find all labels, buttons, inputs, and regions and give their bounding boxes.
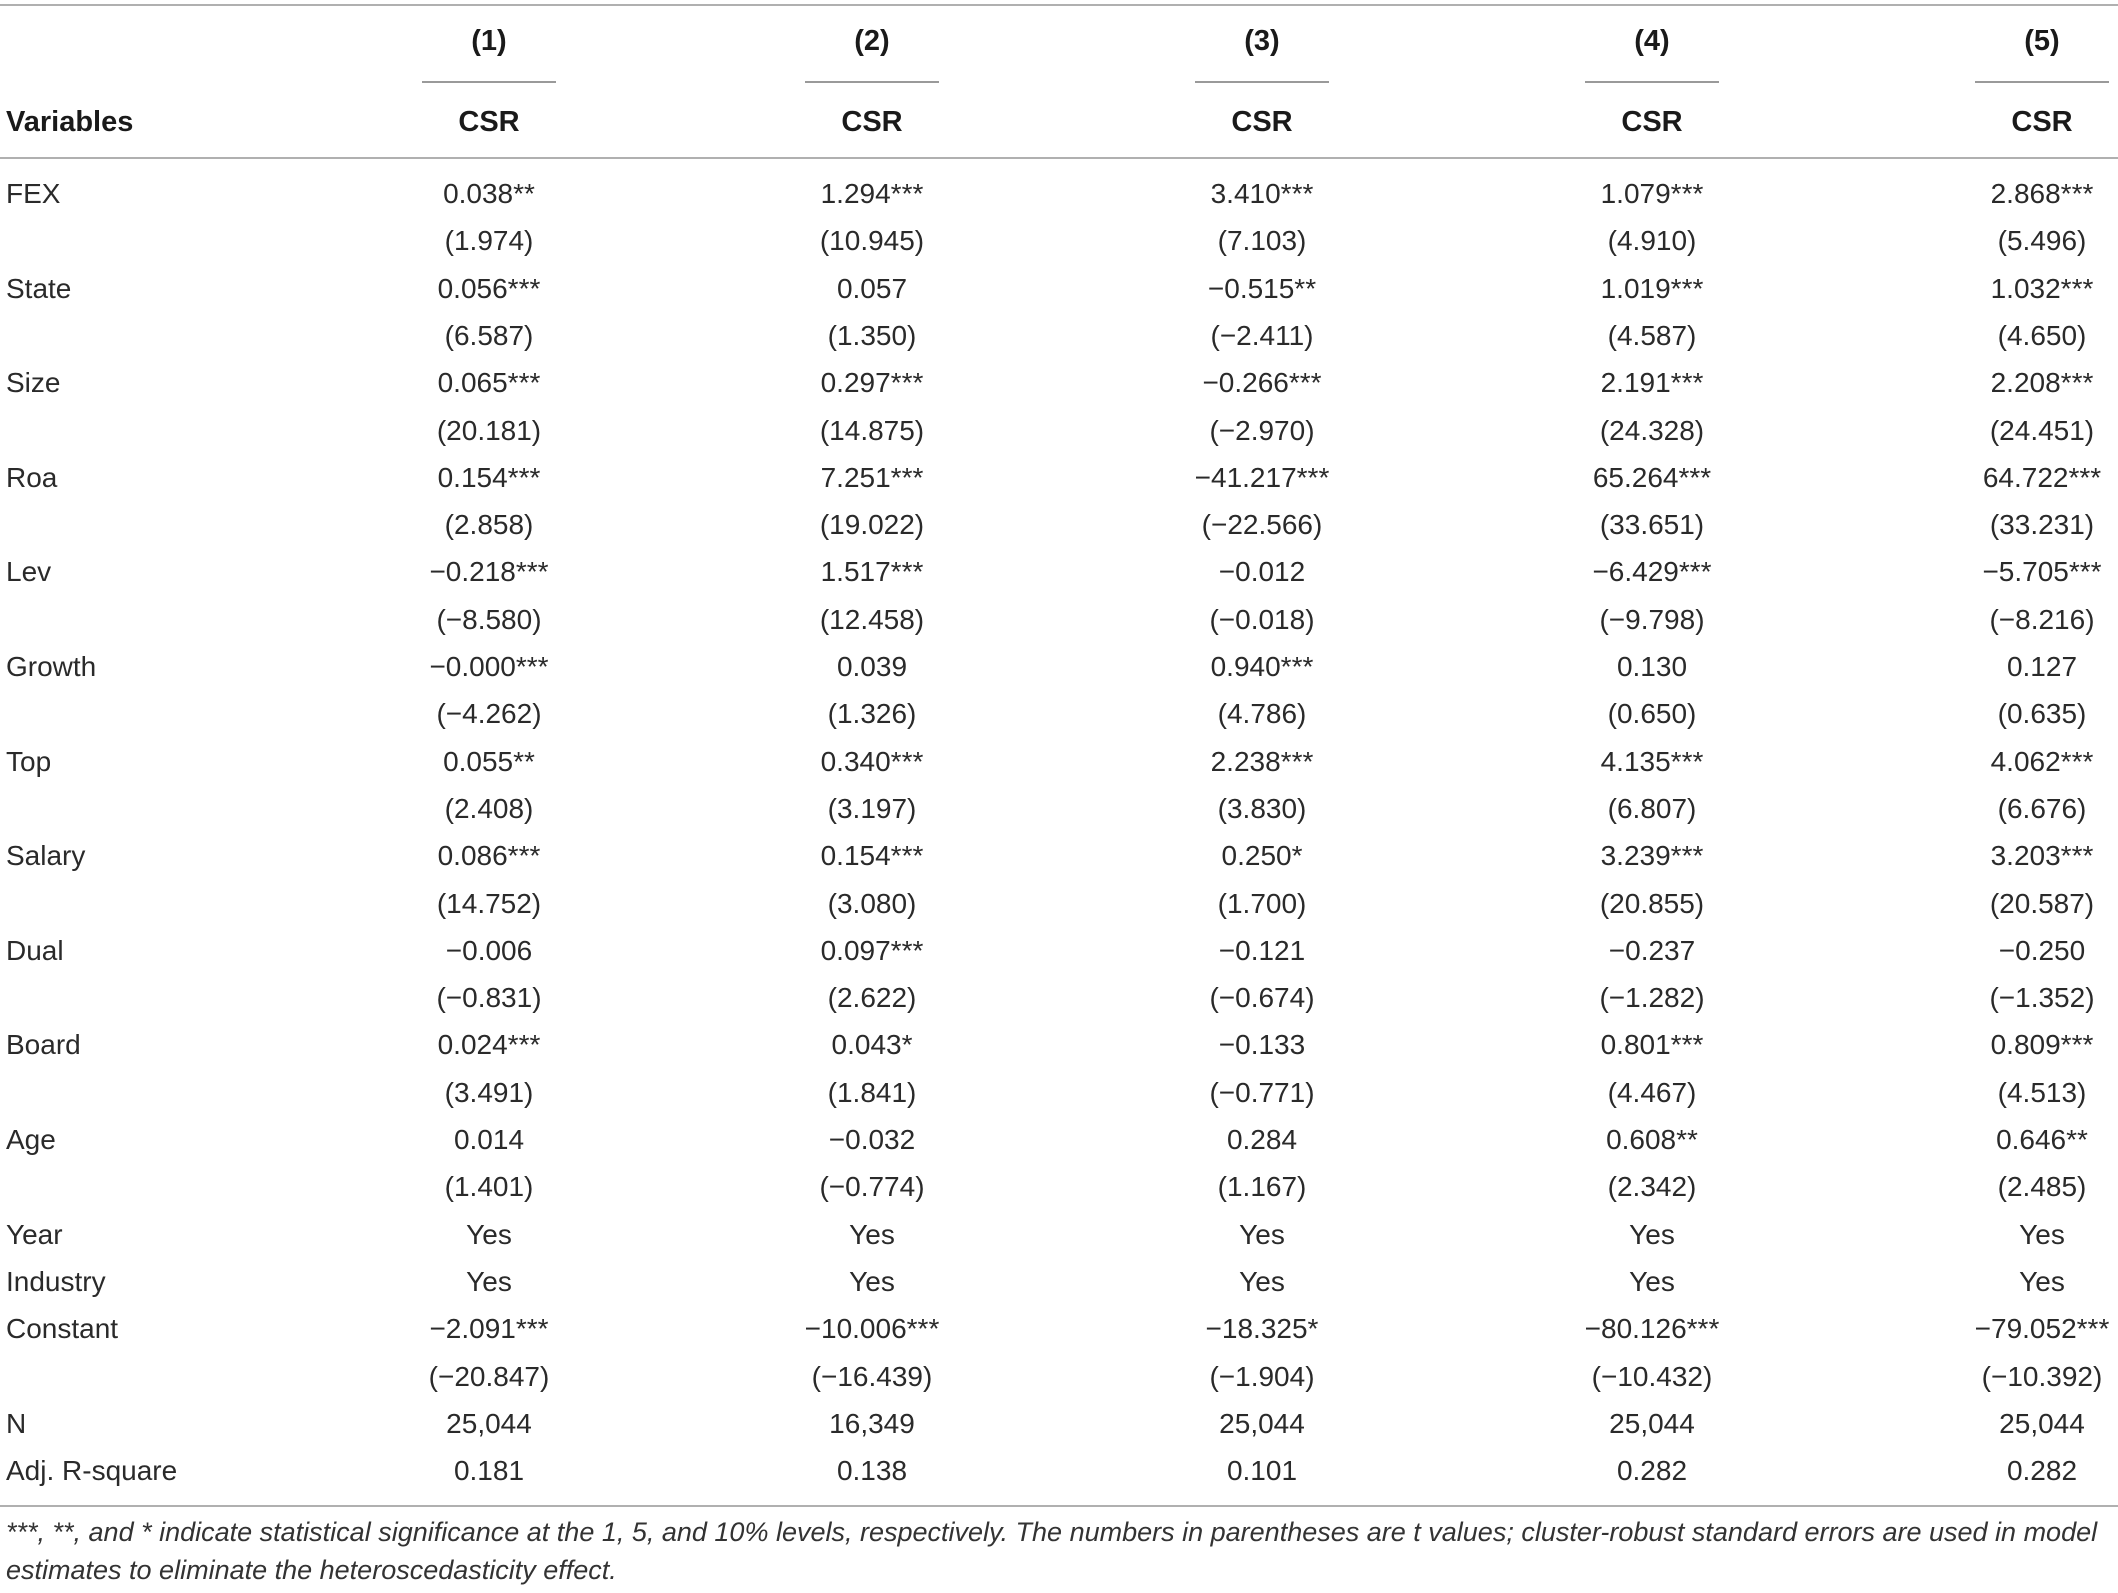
table-cell: (2.485): [1997, 1171, 2087, 1203]
table-cell: (−1.352): [1989, 982, 2095, 1014]
table-cell: −0.012: [1218, 556, 1306, 588]
table-cell: −0.000***: [429, 651, 549, 682]
table-cell: 4.135***: [1600, 745, 1704, 777]
table-cell: 0.340***: [820, 745, 924, 777]
table-cell: (−1.282): [1599, 982, 1705, 1014]
table-row: [0, 927, 2118, 974]
table-cell: (−10.432): [1591, 1360, 1713, 1392]
table-cell: (1.326): [827, 698, 917, 730]
table-cell: (24.451): [1989, 414, 2095, 446]
table-cell: (1.350): [827, 319, 917, 351]
table-cell: 1.517***: [820, 556, 924, 588]
table-cell: 0.043*: [831, 1029, 913, 1061]
table-row: [0, 548, 2118, 595]
table-row: [0, 265, 2118, 312]
table-cell: 65.264***: [1592, 461, 1712, 493]
table-cell: (12.458): [819, 603, 925, 635]
table-row: [0, 1163, 2118, 1210]
table-cell: (−9.798): [1599, 603, 1705, 635]
table-row: [0, 359, 2118, 406]
table-cell: (4.467): [1607, 1076, 1697, 1108]
table-row: [0, 690, 2118, 737]
column-number-1: (1): [471, 25, 507, 57]
table-cell: Yes: [466, 1265, 512, 1297]
column-number-underline: [1195, 81, 1329, 83]
table-cell: (6.807): [1607, 792, 1697, 824]
table-cell: 0.154***: [820, 840, 924, 872]
table-cell: (6.587): [444, 319, 534, 351]
row-label: Adj. R-square: [6, 1455, 178, 1487]
table-cell: 1.032***: [1990, 272, 2094, 304]
table-cell: Yes: [466, 1218, 512, 1250]
table-cell: 0.039: [836, 651, 908, 682]
table-cell: 2.868***: [1990, 178, 2094, 209]
row-label: Roa: [6, 461, 58, 493]
table-cell: 0.024***: [437, 1029, 541, 1061]
column-label-5: CSR: [2011, 106, 2073, 138]
table-cell: Yes: [2019, 1265, 2065, 1297]
row-label: Industry: [6, 1265, 106, 1297]
table-cell: −0.515**: [1207, 272, 1317, 304]
table-top-rule: [0, 4, 2118, 6]
table-cell: 0.086***: [437, 840, 541, 872]
row-label: Growth: [6, 651, 97, 682]
table-cell: 64.722***: [1982, 461, 2102, 493]
table-row: [0, 974, 2118, 1021]
table-row: [0, 1305, 2118, 1352]
table-row: [0, 1116, 2118, 1163]
table-cell: 0.154***: [437, 461, 541, 493]
table-cell: (−0.774): [819, 1171, 925, 1203]
table-cell: (0.650): [1607, 698, 1697, 730]
column-number-2: (2): [854, 25, 890, 57]
table-cell: (1.700): [1217, 887, 1307, 919]
table-row: [0, 1353, 2118, 1400]
row-label: N: [6, 1407, 27, 1439]
table-cell: Yes: [849, 1265, 895, 1297]
table-cell: (−0.018): [1209, 603, 1315, 635]
table-cell: 0.038**: [443, 178, 535, 209]
table-cell: 0.014: [453, 1124, 525, 1155]
table-cell: −0.237: [1608, 934, 1696, 966]
table-cell: (−8.580): [436, 603, 542, 635]
table-cell: (3.830): [1217, 792, 1307, 824]
table-row: [0, 1400, 2118, 1447]
table-row: [0, 643, 2118, 690]
column-number-underline: [422, 81, 556, 83]
table-cell: −18.325*: [1205, 1313, 1319, 1345]
table-cell: 0.940***: [1210, 651, 1314, 682]
table-cell: (−22.566): [1201, 509, 1323, 541]
table-cell: (−0.674): [1209, 982, 1315, 1014]
table-cell: 25,044: [1609, 1407, 1695, 1439]
table-row: [0, 738, 2118, 785]
column-number-5: (5): [2024, 25, 2060, 57]
table-cell: 0.057: [836, 272, 908, 304]
table-row: [0, 1021, 2118, 1068]
table-cell: (20.587): [1989, 887, 2095, 919]
table-cell: −0.250: [1998, 934, 2086, 966]
table-cell: (1.401): [444, 1171, 534, 1203]
table-cell: (20.181): [436, 414, 542, 446]
table-row: [0, 596, 2118, 643]
table-cell: 0.250*: [1221, 840, 1303, 872]
table-cell: 0.127: [2006, 651, 2078, 682]
table-cell: 0.801***: [1600, 1029, 1704, 1061]
table-cell: 0.282: [1616, 1455, 1688, 1487]
table-cell: (−1.904): [1209, 1360, 1315, 1392]
table-cell: Yes: [1239, 1218, 1285, 1250]
table-cell: (−0.831): [436, 982, 542, 1014]
table-cell: (3.080): [827, 887, 917, 919]
table-cell: Yes: [1239, 1265, 1285, 1297]
table-cell: 0.056***: [437, 272, 541, 304]
table-cell: 0.809***: [1990, 1029, 2094, 1061]
table-cell: 0.608**: [1606, 1124, 1698, 1155]
column-label-1: CSR: [458, 106, 520, 138]
variables-header: Variables: [6, 106, 134, 138]
table-cell: (10.945): [819, 225, 925, 257]
table-cell: Yes: [849, 1218, 895, 1250]
table-cell: (3.491): [444, 1076, 534, 1108]
table-row: [0, 1069, 2118, 1116]
table-cell: (33.651): [1599, 509, 1705, 541]
table-cell: (4.513): [1997, 1076, 2087, 1108]
table-cell: (4.910): [1607, 225, 1697, 257]
column-label-3: CSR: [1231, 106, 1293, 138]
table-cell: 16,349: [829, 1407, 915, 1439]
table-row: [0, 407, 2118, 454]
table-cell: −10.006***: [804, 1313, 940, 1345]
table-cell: (14.875): [819, 414, 925, 446]
table-cell: (2.408): [444, 792, 534, 824]
table-cell: (4.650): [1997, 319, 2087, 351]
table-cell: −0.133: [1218, 1029, 1306, 1061]
table-cell: 25,044: [446, 1407, 532, 1439]
table-cell: 25,044: [1999, 1407, 2085, 1439]
table-cell: 2.191***: [1600, 367, 1704, 399]
table-cell: (4.587): [1607, 319, 1697, 351]
table-cell: (7.103): [1217, 225, 1307, 257]
table-cell: −0.032: [828, 1124, 916, 1155]
table-cell: 0.138: [836, 1455, 908, 1487]
table-cell: (5.496): [1997, 225, 2087, 257]
row-label: Constant: [6, 1313, 119, 1345]
table-cell: 7.251***: [820, 461, 924, 493]
row-label: State: [6, 272, 72, 304]
row-label: Size: [6, 367, 61, 399]
table-cell: (24.328): [1599, 414, 1705, 446]
table-cell: (−4.262): [436, 698, 542, 730]
table-cell: (2.342): [1607, 1171, 1697, 1203]
table-cell: 4.062***: [1990, 745, 2094, 777]
column-number-4: (4): [1634, 25, 1670, 57]
table-cell: (1.167): [1217, 1171, 1307, 1203]
table-bottom-rule: [0, 1505, 2118, 1507]
column-label-2: CSR: [841, 106, 903, 138]
table-row: [0, 312, 2118, 359]
row-label: FEX: [6, 178, 61, 209]
table-cell: −0.121: [1218, 934, 1306, 966]
table-cell: 0.130: [1616, 651, 1688, 682]
table-cell: 25,044: [1219, 1407, 1305, 1439]
table-row: [0, 170, 2118, 217]
table-cell: (−2.411): [1210, 319, 1314, 351]
table-cell: (6.676): [1997, 792, 2087, 824]
table-cell: −0.006: [445, 934, 533, 966]
header-bottom-rule: [0, 157, 2118, 159]
table-cell: 0.101: [1226, 1455, 1298, 1487]
table-cell: −6.429***: [1592, 556, 1712, 588]
column-number-underline: [1585, 81, 1719, 83]
table-cell: (3.197): [827, 792, 917, 824]
table-cell: (−2.970): [1209, 414, 1315, 446]
table-cell: 3.410***: [1210, 178, 1314, 209]
row-label: Salary: [6, 840, 86, 872]
table-cell: Yes: [1629, 1218, 1675, 1250]
table-cell: 0.065***: [437, 367, 541, 399]
table-footnote: ***, **, and * indicate statistical significance at the 1, 5, and 10% levels, respectively. The numbers in parentheses are t values; cluster-robust standard errors are used in model estimates to eliminate the heteroscedasticity effect.: [6, 1517, 2098, 1585]
column-number-underline: [805, 81, 939, 83]
table-cell: (−20.847): [428, 1360, 550, 1392]
table-cell: 1.019***: [1600, 272, 1704, 304]
table-cell: (−16.439): [811, 1360, 933, 1392]
column-number-3: (3): [1244, 25, 1280, 57]
table-row: [0, 217, 2118, 264]
table-cell: −80.126***: [1584, 1313, 1720, 1345]
table-cell: 0.097***: [820, 934, 924, 966]
table-cell: (0.635): [1997, 698, 2087, 730]
table-row: [0, 501, 2118, 548]
table-cell: 3.239***: [1600, 840, 1704, 872]
table-cell: 2.208***: [1990, 367, 2094, 399]
table-cell: (2.858): [444, 509, 534, 541]
table-row: [0, 454, 2118, 501]
table-row: [0, 1258, 2118, 1305]
table-cell: 3.203***: [1990, 840, 2094, 872]
row-label: Year: [6, 1218, 63, 1250]
table-cell: Yes: [1629, 1265, 1675, 1297]
table-cell: −79.052***: [1974, 1313, 2110, 1345]
column-number-underline: [1975, 81, 2109, 83]
row-label: Dual: [6, 934, 64, 966]
table-cell: (14.752): [436, 887, 542, 919]
table-cell: 0.297***: [820, 367, 924, 399]
column-label-4: CSR: [1621, 106, 1683, 138]
table-cell: 2.238***: [1210, 745, 1314, 777]
table-cell: 1.079***: [1600, 178, 1704, 209]
table-cell: (2.622): [827, 982, 917, 1014]
table-cell: (20.855): [1599, 887, 1705, 919]
table-cell: (−10.392): [1981, 1360, 2103, 1392]
table-cell: (−0.771): [1209, 1076, 1315, 1108]
row-label: Board: [6, 1029, 81, 1061]
table-cell: 0.181: [453, 1455, 525, 1487]
table-cell: −5.705***: [1982, 556, 2102, 588]
table-cell: 0.284: [1226, 1124, 1298, 1155]
row-label: Lev: [6, 556, 52, 588]
table-cell: (1.974): [444, 225, 534, 257]
table-cell: (33.231): [1989, 509, 2095, 541]
table-cell: Yes: [2019, 1218, 2065, 1250]
table-row: [0, 880, 2118, 927]
table-cell: (−8.216): [1989, 603, 2095, 635]
table-cell: −41.217***: [1194, 461, 1330, 493]
table-row: [0, 1447, 2118, 1494]
table-row: [0, 785, 2118, 832]
table-cell: (1.841): [827, 1076, 917, 1108]
table-cell: −0.266***: [1202, 367, 1322, 399]
table-row: [0, 832, 2118, 879]
table-row: [0, 1211, 2118, 1258]
table-cell: −2.091***: [429, 1313, 549, 1345]
table-cell: (4.786): [1217, 698, 1307, 730]
table-cell: 1.294***: [820, 178, 924, 209]
row-label: Top: [6, 745, 52, 777]
table-cell: −0.218***: [429, 556, 549, 588]
table-cell: 0.055**: [443, 745, 535, 777]
table-cell: 0.646**: [1996, 1124, 2088, 1155]
table-cell: 0.282: [2006, 1455, 2078, 1487]
row-label: Age: [6, 1124, 56, 1155]
table-cell: (19.022): [819, 509, 925, 541]
